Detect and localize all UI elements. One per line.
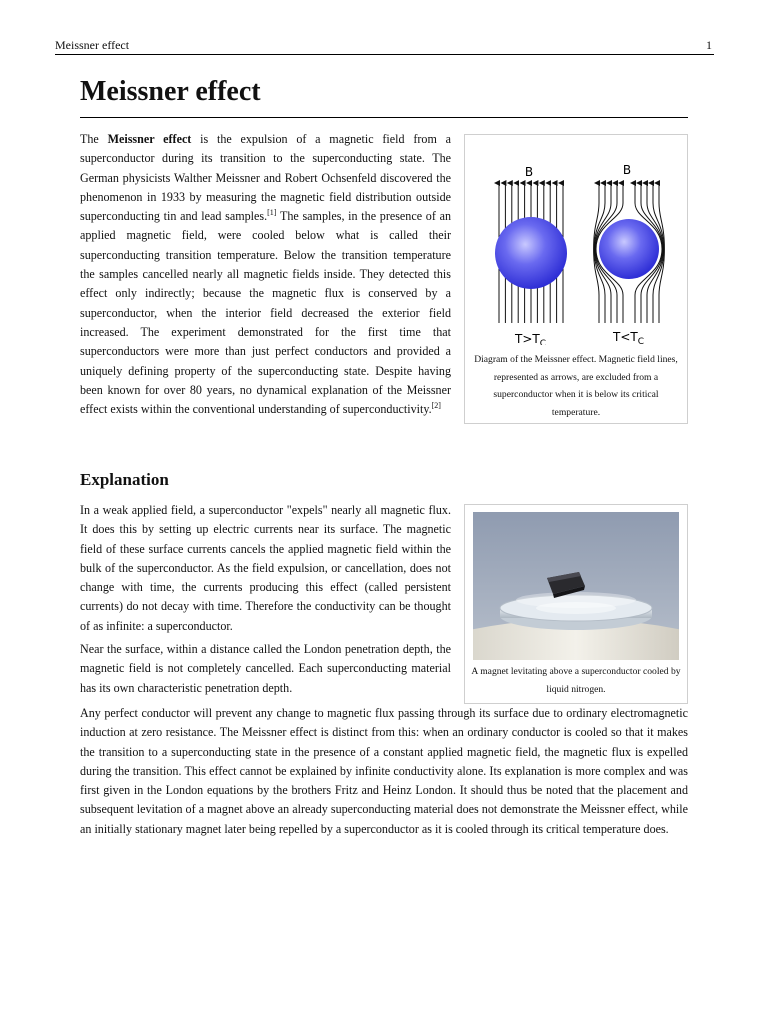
page-title: Meissner effect xyxy=(80,76,261,107)
explanation-paragraph-1: In a weak applied field, a superconductor "expels" nearly all magnetic flux. It does this by setting up electric currents near its surface. The magnetic field of these surface currents cancels the applied magnetic field within the bulk of the superconductor. As the field expulsion, or cancellation, does not change with time, the currents producing this effect (called persistent currents) do not decay with time. Therefore the conductivity can be thought of as infinite: a superconductor. xyxy=(80,503,451,633)
term-meissner-effect: Meissner effect xyxy=(107,132,192,146)
sphere-superconducting-state xyxy=(599,219,659,279)
figure-2-caption: A magnet levitating above a superconductor cooled by liquid nitrogen. xyxy=(471,666,681,695)
explanation-paragraph-3: Any perfect conductor will prevent any change to magnetic flux passing through its surface due to ordinary electromagnetic induction at zero resistance. The Meissner effect is distinct from this: when an ordinary conductor is cooled so that it makes the transition to a superconducting state in the presence of a constant applied magnetic field, the magnetic flux is expelled during the transition. This effect cannot be explained by infinite conductivity alone. Its explanation is more complex and was first given in the London equations by the brothers Fritz and Heinz London. It should thus be noted that the placement and subsequent levitation of a magnet above an already superconducting material does not demonstrate the Meissner effect, while an initially stationary magnet later being repelled by a superconductor as it is cooled through its critical temperature does. xyxy=(80,706,688,836)
meissner-diagram-figure xyxy=(464,134,688,424)
section-heading-explanation: Explanation xyxy=(80,470,169,489)
label-b-left: B xyxy=(524,165,534,179)
running-header xyxy=(55,38,714,55)
label-b-right: B xyxy=(622,163,632,177)
meissner-diagram xyxy=(475,145,677,345)
label-temp-below: $T<T_C$ xyxy=(613,330,645,345)
running-title: Meissner effect xyxy=(55,38,130,52)
figure-1-caption: Diagram of the Meissner effect. Magnetic field lines, represented as arrows, are excluded from a superconductor when it is below its critical temperature. xyxy=(474,354,678,418)
intro-paragraph: The Meissner effect is the expulsion of a magnetic field from a superconductor during its transition to the superconducting state. The German physicists Walther Meissner and Robert Ochsenfeld discovered the phenomenon in 1933 by measuring the magnetic field distribution outside superconducting tin and lead samples.[1] The samples, in the presence of an applied magnetic field, were cooled below what is called their superconducting transition temperature. Below the transition temperature the samples cancelled nearly all magnetic fields inside. They detected this effect only indirectly; because the magnetic flux is conserved by a superconductor, when the interior field decreased the exterior field increased. The experiment demonstrated for the first time that superconductors were more than just perfect conductors and provided a uniquely defining property of the superconducting state. Despite having been known for over 80 years, no dynamical explanation of the Meissner effect exists within the conventional understanding of superconductivity.[2] xyxy=(80,132,451,417)
sphere-normal-state xyxy=(495,217,567,289)
label-temp-above: $T>T_C$ xyxy=(515,332,547,345)
page-number: 1 xyxy=(706,38,712,52)
reference-1-link[interactable]: [1] xyxy=(267,208,277,218)
title-rule xyxy=(80,117,688,118)
explanation-paragraph-2: Near the surface, within a distance called the London penetration depth, the magnetic field is not completely cancelled. Each superconducting material has its own characteristic penetration depth. xyxy=(80,642,451,695)
levitating-magnet-figure xyxy=(464,504,688,704)
levitating-magnet-photo xyxy=(473,512,679,660)
reference-2-link[interactable]: [2] xyxy=(431,401,441,411)
